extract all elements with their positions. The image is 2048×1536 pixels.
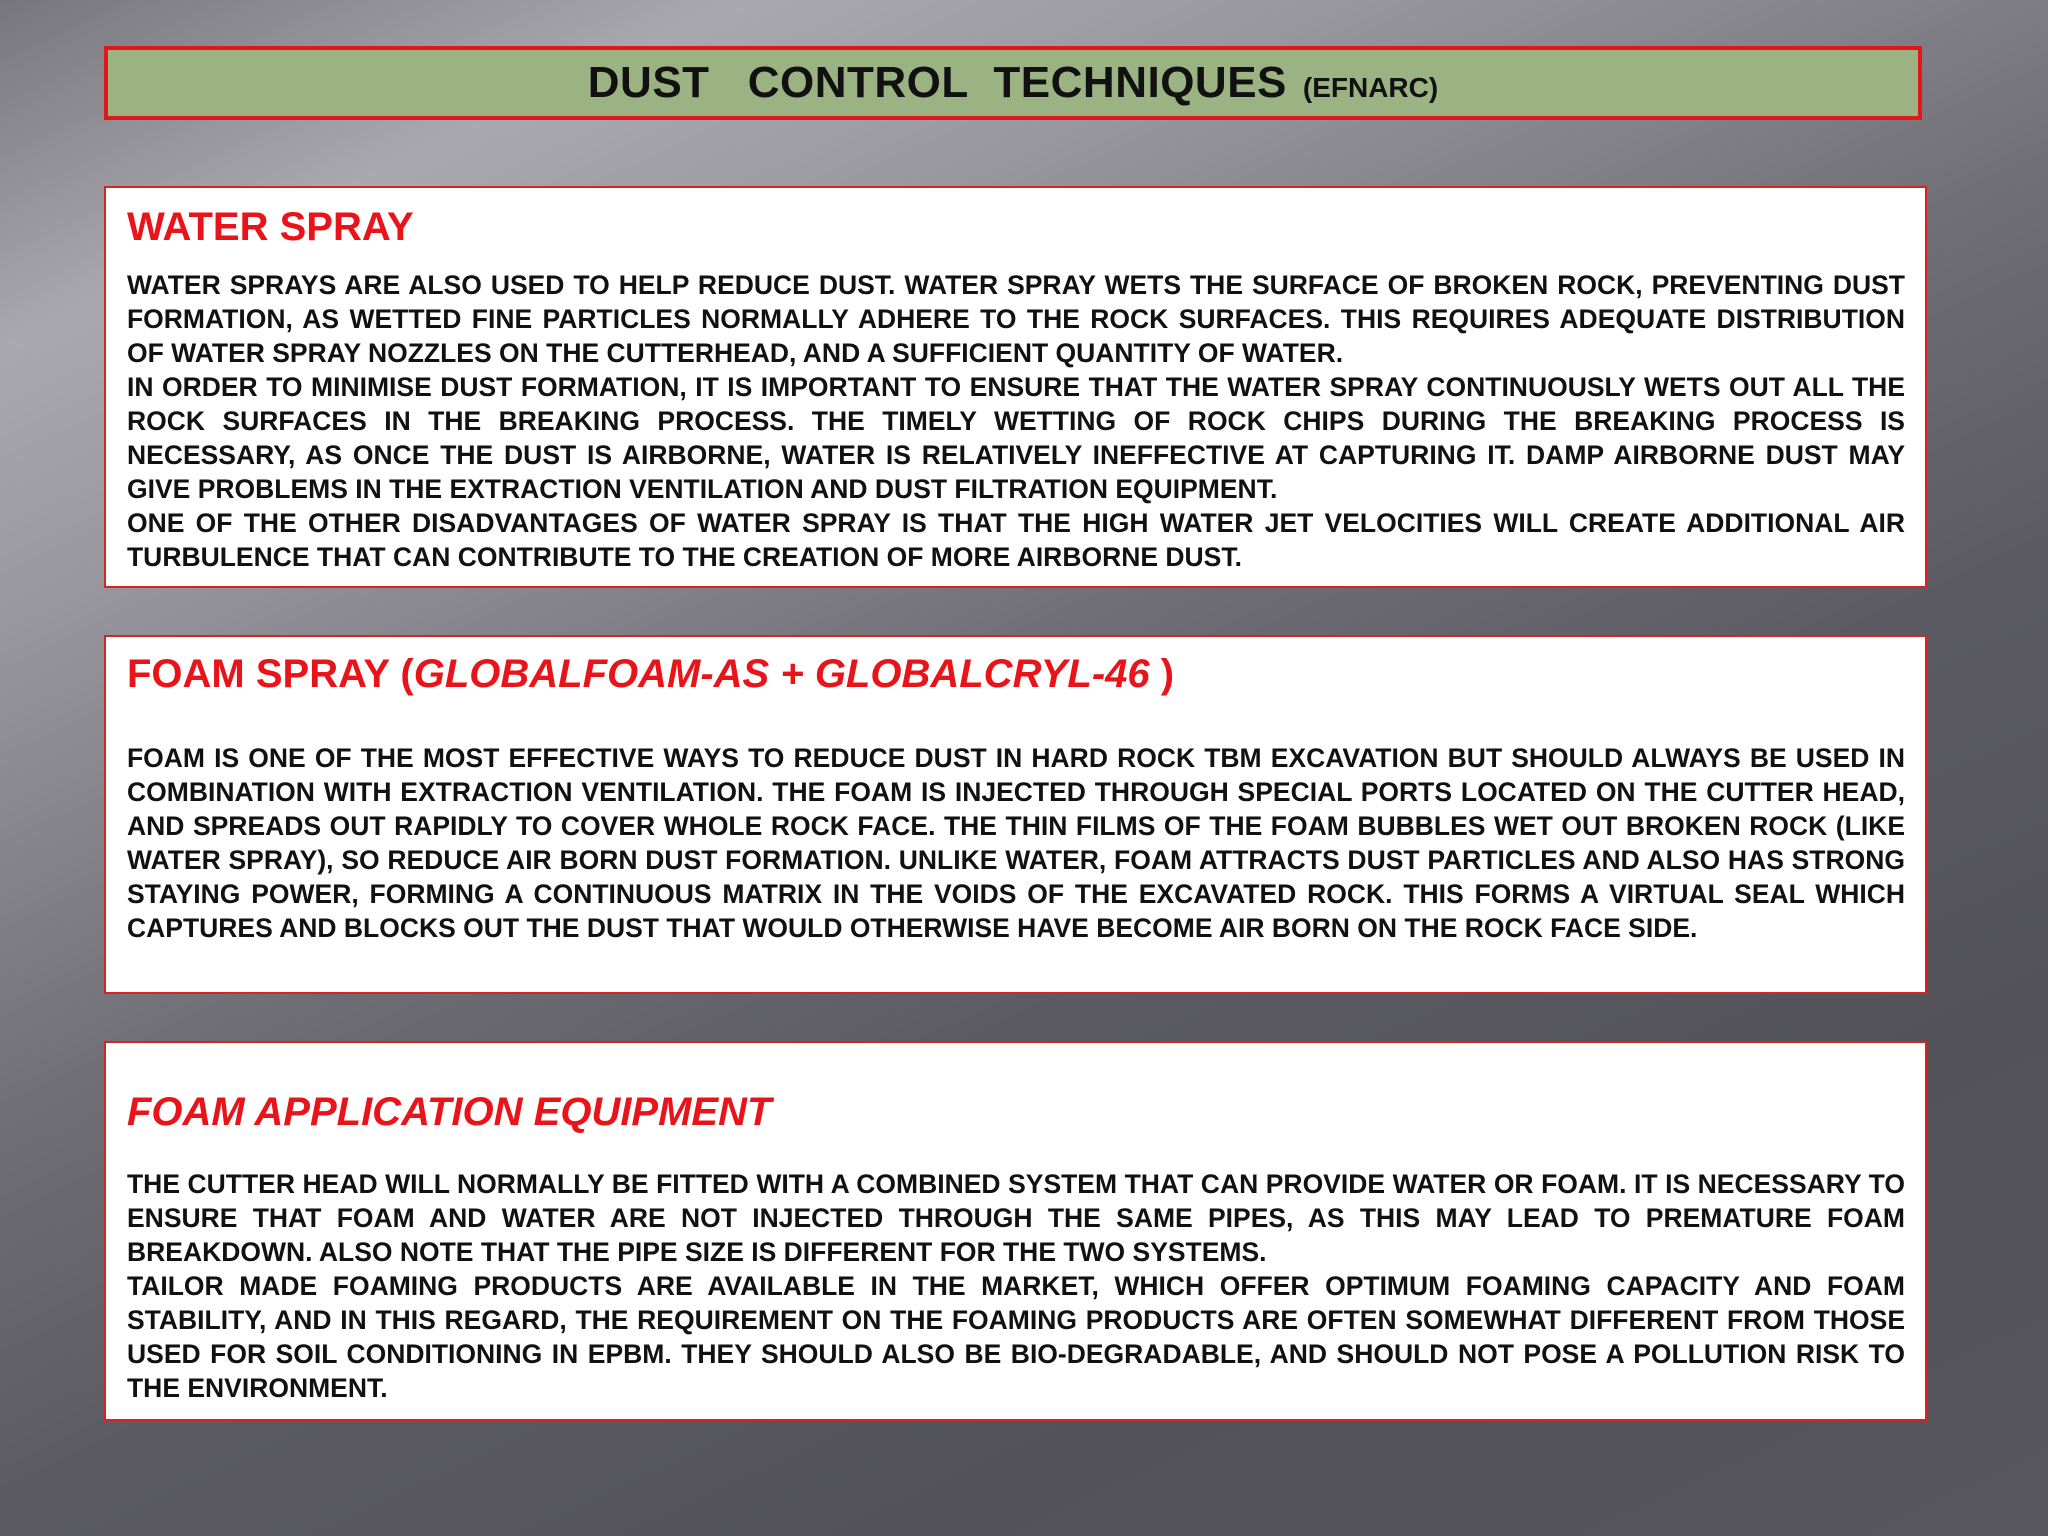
foam-spray-heading-products: GLOBALFOAM-AS + GLOBALCRYL-46 [413,652,1150,696]
water-spray-section [104,186,1927,588]
slide-title-source: (EFNARC) [1302,72,1439,103]
slide-title-bar [104,46,1922,120]
foam-spray-heading-suffix: ) [1149,652,1175,696]
foam-spray-heading-prefix: FOAM SPRAY ( [127,652,414,696]
foam-spray-heading [127,651,1905,697]
foam-equipment-section [104,1041,1927,1421]
foam-spray-section [104,635,1927,994]
foam-equipment-paragraph-1: THE CUTTER HEAD WILL NORMALLY BE FITTED WITH A COMBINED SYSTEM THAT CAN PROVIDE WATER OR FOAM. IT IS NECESSARY TO ENSURE THAT FOAM AND WATER ARE NOT INJECTED THROUGH THE SAME PIPES, AS THIS MAY LEAD TO PREMATURE FOAM BREAKDOWN. ALSO NOTE THAT THE PIPE SIZE IS DIFFERENT FOR THE TWO SYSTEMS. [127,1169,1905,1267]
slide-title: DUST CONTROL TECHNIQUES [587,58,1287,107]
water-spray-paragraph-2: IN ORDER TO MINIMISE DUST FORMATION, IT IS IMPORTANT TO ENSURE THAT THE WATER SPRAY CONTINUOUSLY WETS OUT ALL THE ROCK SURFACES IN THE BREAKING PROCESS. THE TIMELY WETTING OF ROCK CHIPS DURING THE BREAKING PROCESS IS NECESSARY, AS ONCE THE DUST IS AIRBORNE, WATER IS RELATIVELY INEFFECTIVE AT CAPTURING IT. DAMP AIRBORNE DUST MAY GIVE PROBLEMS IN THE EXTRACTION VENTILATION AND DUST FILTRATION EQUIPMENT. [127,372,1905,504]
water-spray-paragraph-3: ONE OF THE OTHER DISADVANTAGES OF WATER SPRAY IS THAT THE HIGH WATER JET VELOCITIES WILL CREATE ADDITIONAL AIR TURBULENCE THAT CAN CONTRIBUTE TO THE CREATION OF MORE AIRBORNE DUST. [127,508,1905,572]
water-spray-paragraph-1: WATER SPRAYS ARE ALSO USED TO HELP REDUCE DUST. WATER SPRAY WETS THE SURFACE OF BROKEN ROCK, PREVENTING DUST FORMATION, AS WETTED FINE PARTICLES NORMALLY ADHERE TO THE ROCK SURFACES. THIS REQUIRES ADEQUATE DISTRIBUTION OF WATER SPRAY NOZZLES ON THE CUTTERHEAD, AND A SUFFICIENT QUANTITY OF WATER. [127,270,1905,368]
water-spray-heading: WATER SPRAY [127,205,414,249]
foam-equipment-heading: FOAM APPLICATION EQUIPMENT [127,1090,772,1134]
foam-spray-paragraph-1: FOAM IS ONE OF THE MOST EFFECTIVE WAYS TO REDUCE DUST IN HARD ROCK TBM EXCAVATION BUT SHOULD ALWAYS BE USED IN COMBINATION WITH EXTRACTION VENTILATION. THE FOAM IS INJECTED THROUGH SPECIAL PORTS LOCATED ON THE CUTTER HEAD, AND SPREADS OUT RAPIDLY TO COVER WHOLE ROCK FACE. THE THIN FILMS OF THE FOAM BUBBLES WET OUT BROKEN ROCK (LIKE WATER SPRAY), SO REDUCE AIR BORN DUST FORMATION. UNLIKE WATER, FOAM ATTRACTS DUST PARTICLES AND ALSO HAS STRONG STAYING POWER, FORMING A CONTINUOUS MATRIX IN THE VOIDS OF THE EXCAVATED ROCK. THIS FORMS A VIRTUAL SEAL WHICH CAPTURES AND BLOCKS OUT THE DUST THAT WOULD OTHERWISE HAVE BECOME AIR BORN ON THE ROCK FACE SIDE. [127,743,1905,943]
foam-equipment-paragraph-2: TAILOR MADE FOAMING PRODUCTS ARE AVAILABLE IN THE MARKET, WHICH OFFER OPTIMUM FOAMING CAPACITY AND FOAM STABILITY, AND IN THIS REGARD, THE REQUIREMENT ON THE FOAMING PRODUCTS ARE OFTEN SOMEWHAT DIFFERENT FROM THOSE USED FOR SOIL CONDITIONING IN EPBM. THEY SHOULD ALSO BE BIO-DEGRADABLE, AND SHOULD NOT POSE A POLLUTION RISK TO THE ENVIRONMENT. [127,1271,1905,1403]
